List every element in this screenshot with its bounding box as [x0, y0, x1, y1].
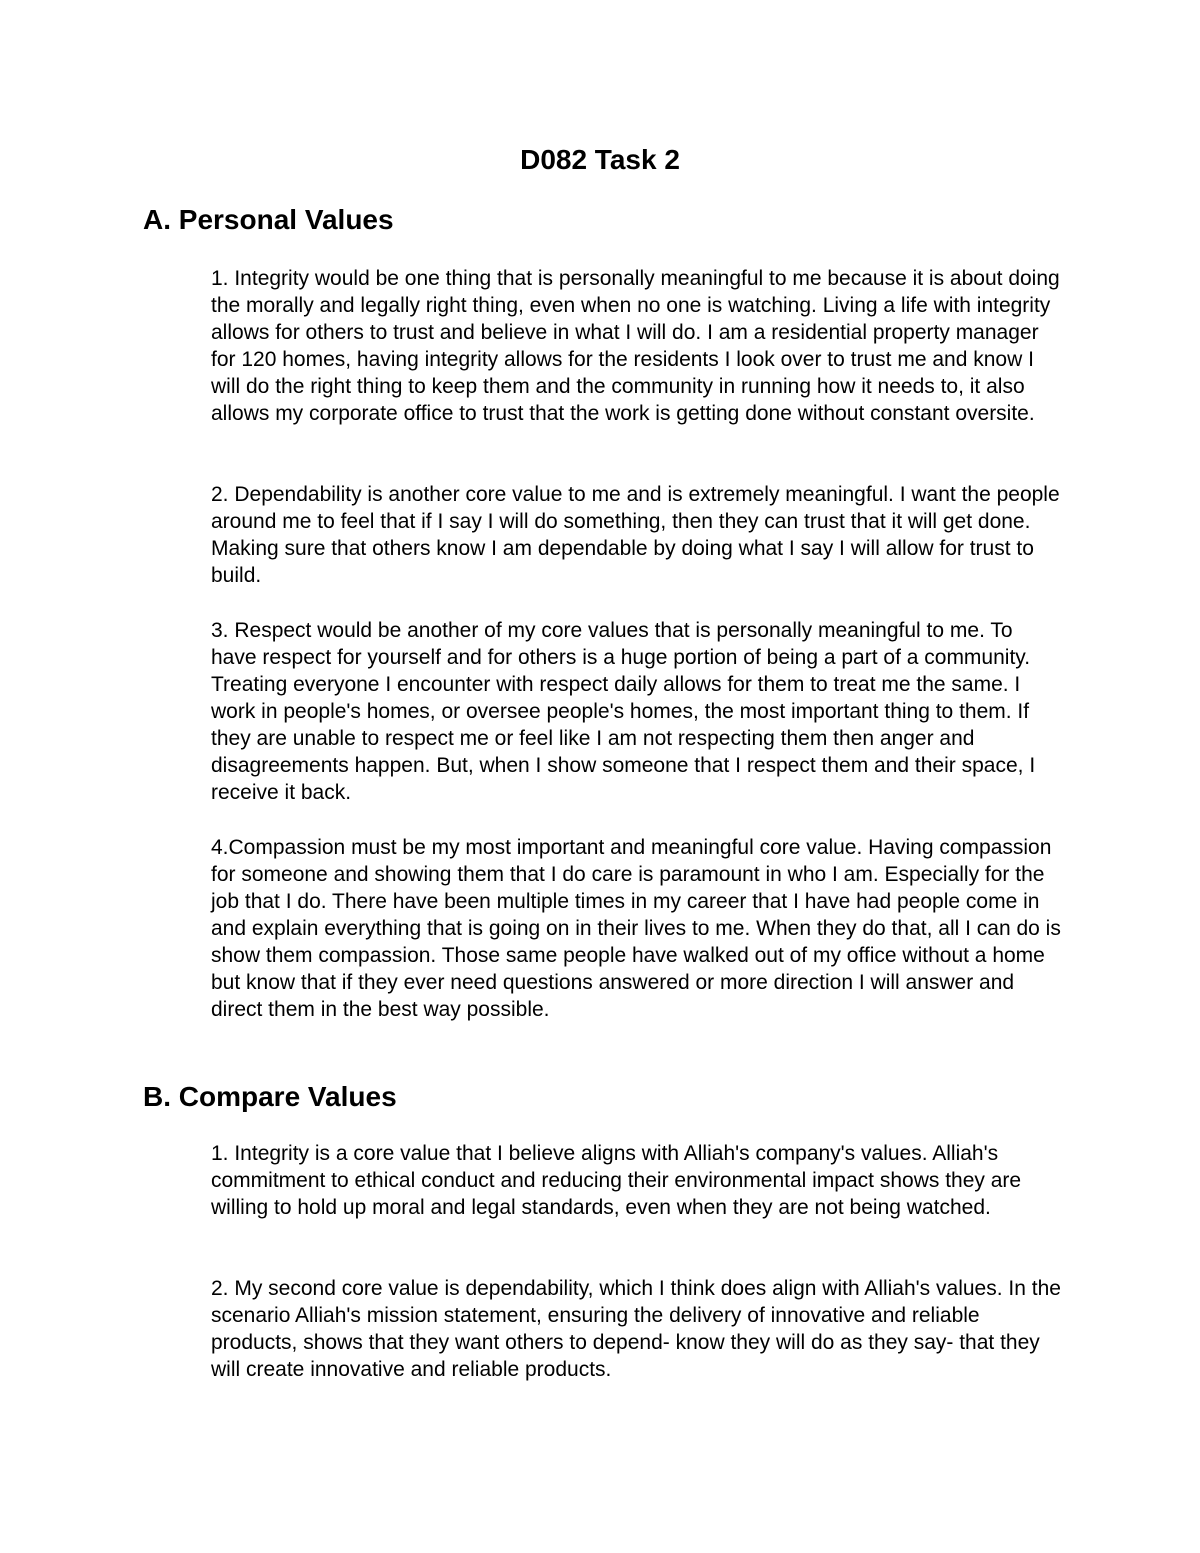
paragraph-compassion: 4.Compassion must be my most important and meaningful core value. Having compassion for someone and showing them that I do care is paramount in who I am. Especially for the job that I do. There have been multiple times in my career that I have had people come in and explain everything that is going on in their lives to me. When they do that, all I can do is show them compassion. Those same people have walked out of my office without a home but know that if they ever need questions answered or more direction I will answer and direct them in the best way possible.	[211, 836, 1061, 1021]
paragraph-integrity: 1. Integrity would be one thing that is personally meaningful to me because it is about doing the morally and legally right thing, even when no one is watching. Living a life with integrity allows for others to trust and believe in what I will do. I am a residential property manager for 120 homes, having integrity allows for the residents I look over to trust me and know I will do the right thing to keep them and the community in running how it needs to, it also allows my corporate office to trust that the work is getting done without constant oversite.	[211, 267, 1060, 425]
section-heading-compare-values: B. Compare Values	[143, 1081, 397, 1112]
page-title: D082 Task 2	[520, 144, 680, 175]
paragraph-compare-integrity: 1. Integrity is a core value that I believe aligns with Alliah's company's values. Alliah's commitment to ethical conduct and reducing their environmental impact shows they are willing to hold up moral and legal standards, even when they are not being watched.	[211, 1142, 1022, 1219]
section-heading-personal-values: A. Personal Values	[143, 204, 394, 235]
paragraph-dependability: 2. Dependability is another core value to me and is extremely meaningful. I want the people around me to feel that if I say I will do something, then they can trust that it will get done. Making sure that others know I am dependable by doing what I say I will allow for trust to build.	[211, 483, 1060, 587]
paragraph-respect: 3. Respect would be another of my core values that is personally meaningful to me. To have respect for yourself and for others is a huge portion of being a part of a community. Treating everyone I encounter with respect daily allows for them to treat me the same. I work in people's homes, or oversee people's homes, the most important thing to them. If they are unable to respect me or feel like I am not respecting them then anger and disagreements happen. But, when I show someone that I respect them and their space, I receive it back.	[211, 619, 1036, 804]
paragraph-compare-dependability: 2. My second core value is dependability, which I think does align with Alliah's values. In the scenario Alliah's mission statement, ensuring the delivery of innovative and reliable products, shows that they want others to depend- know they will do as they say- that they will create innovative and reliable products.	[211, 1277, 1061, 1381]
